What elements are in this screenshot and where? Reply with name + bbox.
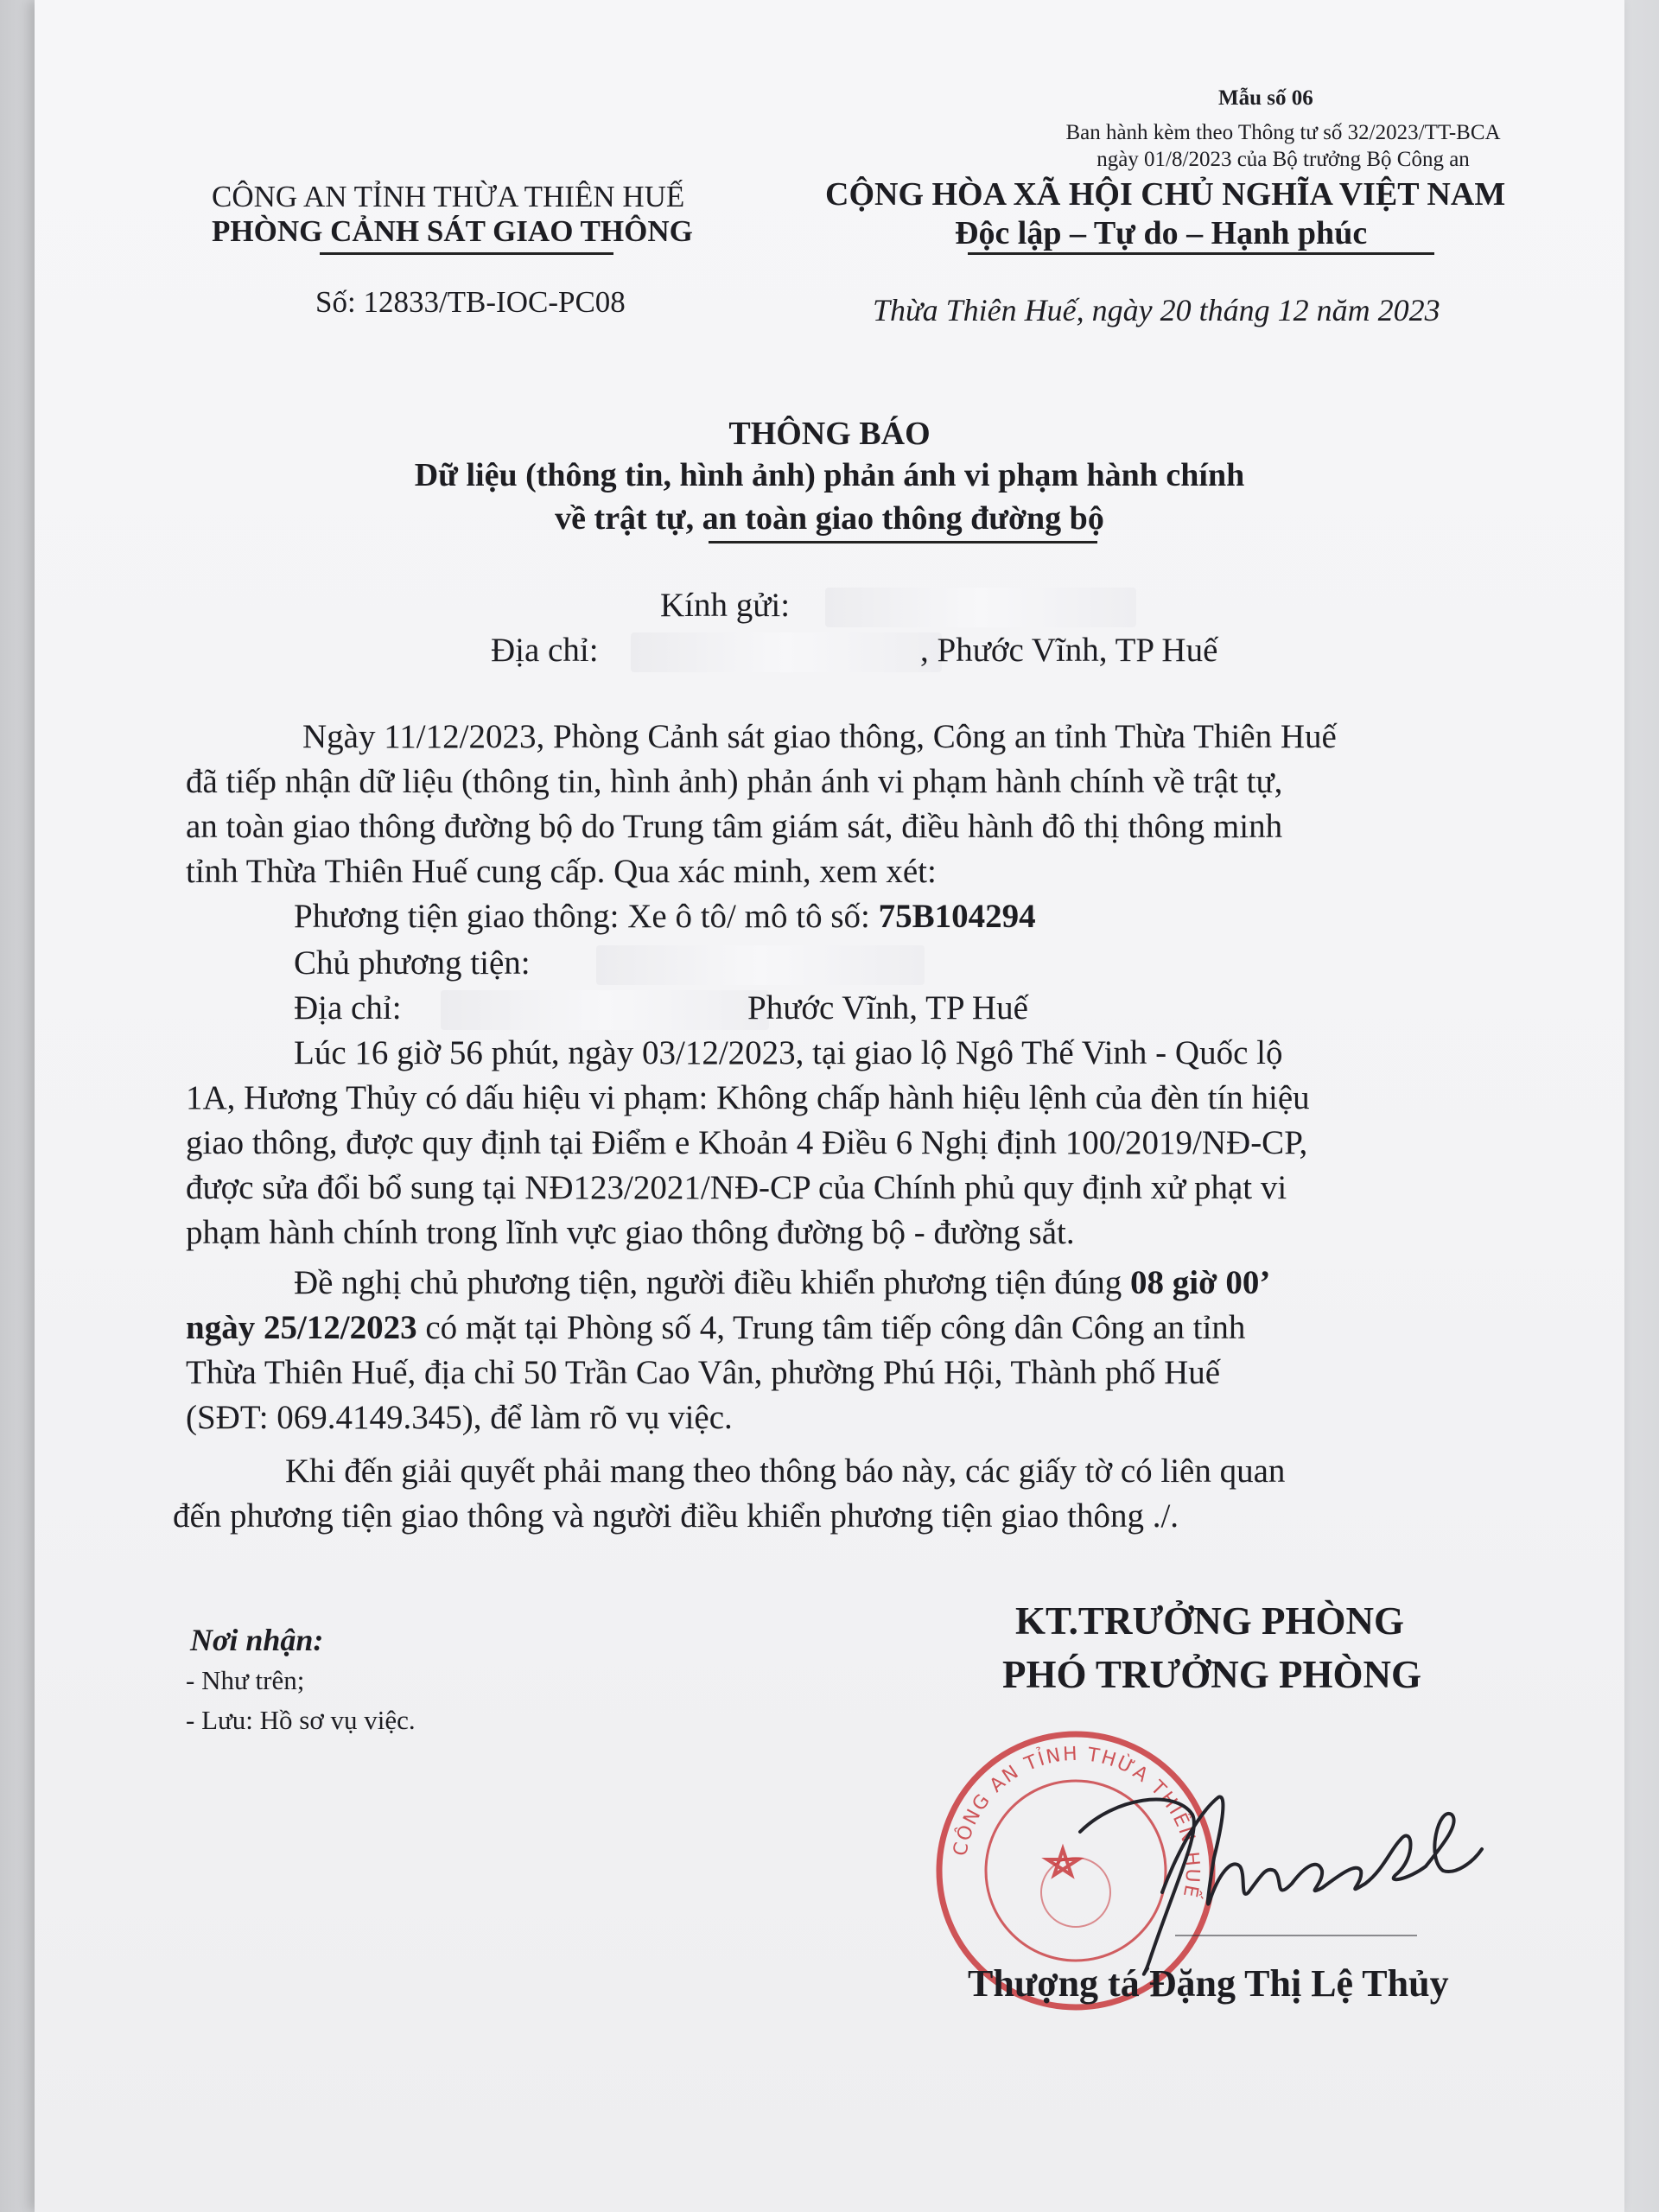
place-and-date: Thừa Thiên Huế, ngày 20 tháng 12 năm 2023	[873, 293, 1440, 327]
redacted-recipient-address	[631, 632, 942, 672]
sign-title-2: PHÓ TRƯỞNG PHÒNG	[1002, 1653, 1422, 1696]
para3-line-2	[186, 1308, 1245, 1347]
nation-name: CỘNG HÒA XÃ HỘI CHỦ NGHĨA VIỆT NAM	[825, 176, 1506, 213]
para2-line-2: 1A, Hương Thủy có dấu hiệu vi phạm: Không chấp hành hiệu lệnh của đèn tín hiệu	[186, 1079, 1310, 1116]
para2-line-4: được sửa đổi bổ sung tại NĐ123/2021/NĐ-CP của Chính phủ quy định xử phạt vi	[186, 1169, 1287, 1206]
owner-label: Chủ phương tiện:	[294, 944, 531, 982]
document-sheet	[35, 0, 1624, 2212]
vehicle-label: Phương tiện giao thông: Xe ô tô/ mô tô số:	[294, 898, 879, 935]
para1-line-3: an toàn giao thông đường bộ do Trung tâm giám sát, điều hành đô thị thông minh	[186, 808, 1283, 845]
vehicle-plate: 75B104294	[878, 898, 1036, 935]
issued-line-2: ngày 01/8/2023 của Bộ trưởng Bộ Công an	[1096, 148, 1470, 171]
para3-line-3: Thừa Thiên Huế, địa chỉ 50 Trần Cao Vân, phường Phú Hội, Thành phố Huế	[186, 1354, 1221, 1391]
para3-text-b: có mặt tại Phòng số 4, Trung tâm tiếp công dân Công an tỉnh	[416, 1309, 1246, 1346]
para2-line-3: giao thông, được quy định tại Điểm e Khoản 4 Điều 6 Nghị định 100/2019/NĐ-CP,	[186, 1124, 1308, 1161]
para1-line-2: đã tiếp nhận dữ liệu (thông tin, hình ảnh) phản ánh vi phạm hành chính về trật tự,	[186, 763, 1283, 800]
para1-line-4: tỉnh Thừa Thiên Huế cung cấp. Qua xác minh, xem xét:	[186, 853, 937, 890]
document-subject-line-1: Dữ liệu (thông tin, hình ảnh) phản ánh vi phạm hành chính	[414, 457, 1245, 493]
recipients-label: Nơi nhận:	[190, 1623, 324, 1657]
vehicle-line	[294, 897, 1036, 936]
para2-line-1: Lúc 16 giờ 56 phút, ngày 03/12/2023, tại giao lộ Ngô Thế Vinh - Quốc lộ	[294, 1034, 1283, 1071]
handwritten-signature	[1046, 1763, 1495, 1987]
appointment-date: ngày 25/12/2023	[186, 1309, 417, 1346]
subject-underline	[709, 541, 1097, 543]
para3-text-a: Đề nghị chủ phương tiện, người điều khiển phương tiện đúng	[294, 1264, 1130, 1301]
owner-address-value: Phước Vĩnh, TP Huế	[747, 989, 1028, 1027]
redacted-owner-name	[596, 945, 925, 985]
recipient-item-2: - Lưu: Hồ sơ vụ việc.	[186, 1705, 416, 1735]
para4-line-2: đến phương tiện giao thông và người điều khiển phương tiện giao thông ./.	[173, 1497, 1179, 1535]
document-subject-line-2: về trật tự, an toàn giao thông đường bộ	[555, 500, 1104, 537]
redacted-owner-address	[441, 990, 769, 1030]
stamp-text: CÔNG AN TỈNH THỪA THIÊN HUẾ	[950, 1743, 1204, 1901]
para1-line-1: Ngày 11/12/2023, Phòng Cảnh sát giao thông, Công an tỉnh Thừa Thiên Huế	[302, 718, 1337, 755]
para3-line-4: (SĐT: 069.4149.345), để làm rõ vụ việc.	[186, 1399, 733, 1436]
national-motto: Độc lập – Tự do – Hạnh phúc	[955, 215, 1368, 251]
para3-line-1	[294, 1263, 1270, 1302]
department-underline	[320, 252, 613, 255]
recipient-address-value: , Phước Vĩnh, TP Huế	[920, 632, 1218, 669]
para2-line-5: phạm hành chính trong lĩnh vực giao thông đường bộ - đường sắt.	[186, 1214, 1075, 1251]
issued-line-1: Ban hành kèm theo Thông tư số 32/2023/TT-BCA	[1065, 121, 1501, 144]
recipient-label: Kính gửi:	[660, 587, 791, 624]
department-name: PHÒNG CẢNH SÁT GIAO THÔNG	[212, 214, 693, 248]
agency-name: CÔNG AN TỈNH THỪA THIÊN HUẾ	[212, 180, 685, 213]
para4-line-1: Khi đến giải quyết phải mang theo thông báo này, các giấy tờ có liên quan	[285, 1452, 1286, 1490]
owner-address-label: Địa chỉ:	[294, 989, 402, 1027]
redacted-recipient-name	[825, 588, 1136, 627]
sign-title-1: KT.TRƯỞNG PHÒNG	[1015, 1599, 1404, 1643]
signer-name: Thượng tá Đặng Thị Lệ Thủy	[968, 1962, 1449, 2005]
document-number: Số: 12833/TB-IOC-PC08	[315, 285, 626, 319]
document-heading: THÔNG BÁO	[728, 416, 931, 452]
form-number: Mẫu số 06	[1218, 86, 1313, 110]
motto-underline	[968, 252, 1434, 255]
recipient-address-label: Địa chỉ:	[491, 632, 599, 669]
recipient-item-1: - Như trên;	[186, 1665, 305, 1695]
issued-by-note	[1002, 119, 1564, 173]
appointment-time: 08 giờ 00’	[1130, 1264, 1271, 1301]
